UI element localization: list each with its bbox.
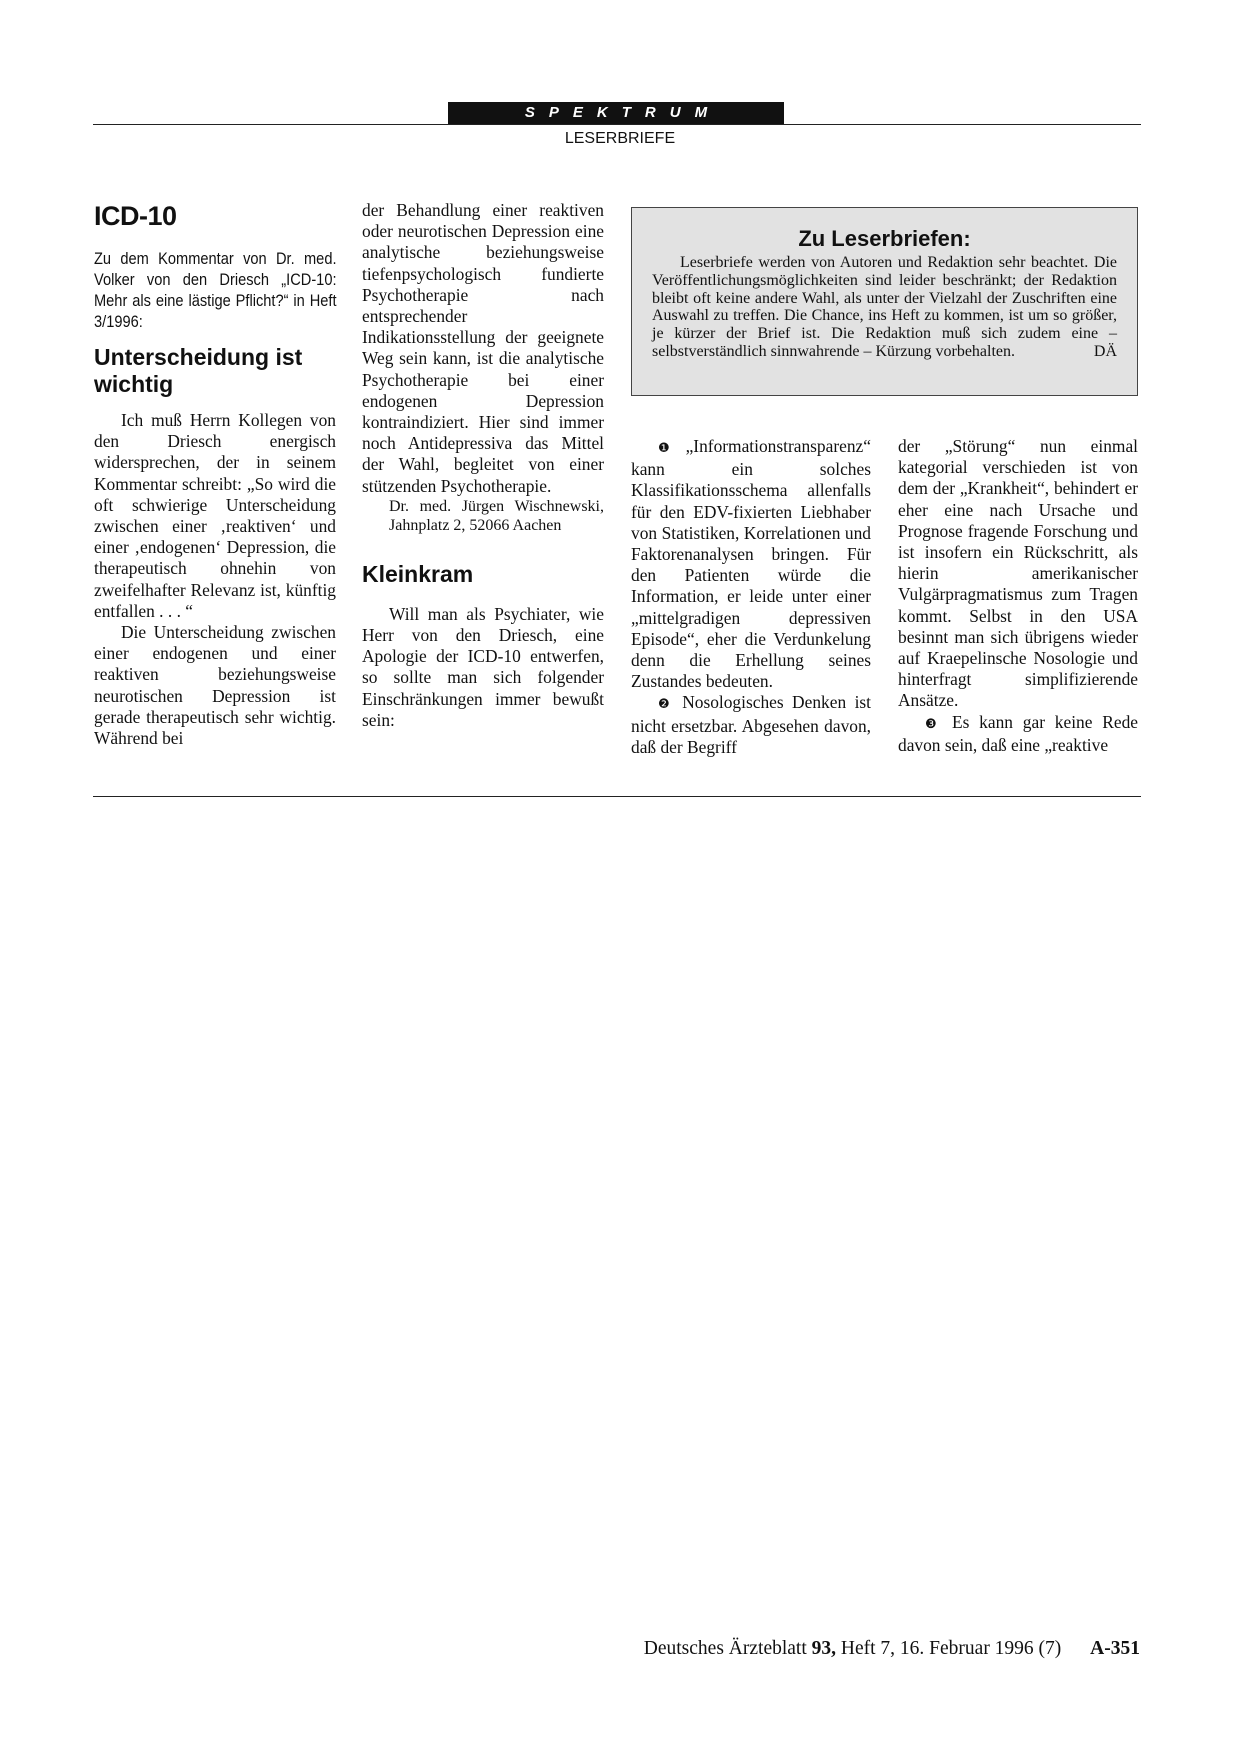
list-item-1-text: „Informationstransparenz“ kann ein solches Klassifikationsschema allenfalls für den EDV-fixierten Liebhaber von Statistiken, Korrelationen und Faktorenanalysen bringen. Für den Patienten würde die Information, er leide unter einer „mittelgradigen depressiven Episode“, eher die Verdunkelung denn die Erhellung seines Zustandes bedeuten. [631,436,871,692]
journal-name: Deutsches Ärzteblatt [643,1638,807,1659]
letter-1-paragraph-1: Ich muß Herrn Kollegen von den Driesch energisch widersprechen, der in seinem Kommentar schreibt: „So wird die oft schwierige Unterscheidung zwischen einer ‚reaktiven‘ und einer ‚endogenen‘ Depression, die therapeutisch ohnehin von zweifelhafter Relevanz ist, künftig entfallen . . . “ [94,410,336,621]
footer-rule [93,796,1141,797]
page-number: A-351 [1090,1638,1140,1659]
list-item-2-continued: der „Störung“ nun einmal kategorial verschieden ist von dem der „Krankheit“, behindert er eher eine nach Ursache und Prognose fragende Forschung und ist insofern ein Rückschritt, als hierin amerikanischer Vulgärpragmatismus zum Tragen kommt. Selbst in den USA besinnt man sich übrigens wieder auf Kraepelinsche Nosologie und hinterfragt simplifizierende Ansätze. [898,436,1138,711]
article-intro: Zu dem Kommentar von Dr. med. Volker von den Driesch „ICD-10: Mehr als eine lästige Pflicht?“ in Heft 3/1996: [94,249,337,331]
page-footer [644,1638,1140,1660]
list-item-1 [631,436,871,692]
info-box-signature: DÄ [1093,342,1117,360]
column-3 [631,436,871,758]
letter-1-signature: Dr. med. Jürgen Wischnewski, Jahnplatz 2, 52066 Aachen [389,497,604,534]
letter-1-paragraph-2-start: Die Unterscheidung zwischen einer endogenen und einer reaktiven beziehungsweise neurotischen Depression ist gerade therapeutisch sehr wichtig. Während bei [94,622,336,749]
number-1-icon: ❶ [658,441,676,456]
letter-2-paragraph-1: Will man als Psychiater, wie Herr von den Driesch, eine Apologie der ICD-10 entwerfen, so sollte man sich folgender Einschränkungen immer bewußt sein: [362,603,604,730]
section-banner: SPEKTRUM [448,102,784,124]
article-title: ICD-10 [94,201,177,231]
journal-issue: Heft 7, 16. Februar 1996 (7) [840,1638,1062,1659]
info-box [631,207,1138,396]
number-3-icon: ❸ [925,716,943,732]
number-2-icon: ❷ [658,697,674,713]
info-box-title: Zu Leserbriefen: [798,226,971,251]
info-box-body: Leserbriefe werden von Autoren und Redaktion sehr beachtet. Die Veröffentlichungsmöglichkeiten sind leider beschränkt; der Redaktion bleibt oft keine andere Wahl, als unter der Vielzahl der Zuschriften eine Auswahl zu treffen. Die Chance, ins Heft zu kommen, ist um so größer, je kürzer der Brief ist. Die Redaktion muß sich zudem eine – selbstverständlich sinnwahrende – Kürzung vorbehalten. [652,254,1117,360]
journal-volume: 93, [811,1638,837,1659]
column-2 [362,200,604,731]
list-item-3-text: Es kann gar keine Rede davon sein, daß eine „reaktive [898,711,1139,755]
section-label: LESERBRIEFE [564,130,676,147]
letter-1-heading: Unterscheidung ist wichtig [94,344,303,397]
header-rule [93,124,1141,125]
column-1 [94,200,336,749]
info-box-text [652,254,1117,361]
list-item-2 [631,692,871,758]
column-4 [898,436,1138,756]
letter-1-paragraph-2-continued: der Behandlung einer reaktiven oder neurotischen Depression eine analytische beziehungsweise tiefenpsychologisch fundierte Psychotherapie nach entsprechender Indikationsstellung der geeignete Weg sein kann, ist die analytische Psychotherapie bei einer endogenen Depression kontraindiziert. Hier sind immer noch Antidepressiva das Mittel der Wahl, begleitet von einer stützenden Psychotherapie. [362,200,604,496]
letter-2-heading: Kleinkram [362,560,474,587]
list-item-2-text: Nosologisches Denken ist nicht ersetzbar. Abgesehen davon, daß der Begriff [631,692,872,757]
list-item-3 [898,712,1138,756]
